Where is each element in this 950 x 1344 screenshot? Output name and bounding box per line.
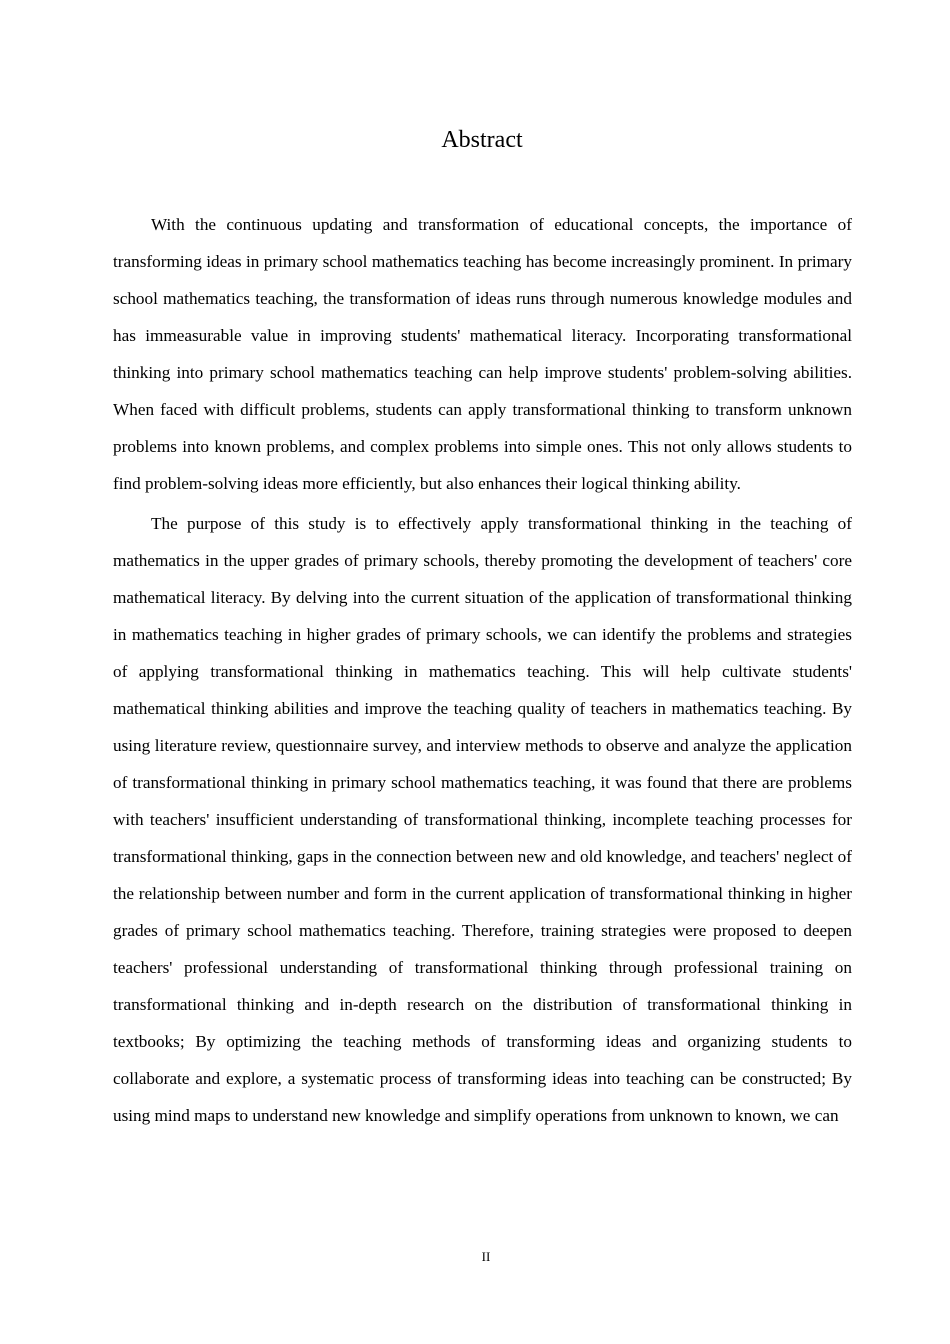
abstract-paragraph-1: With the continuous updating and transformation of educational concepts, the importance of transforming ideas in primary school mathematics teaching has become increasingly prominent. In primary school mathematics teaching, the transformation of ideas runs through numerous knowledge modules and has immeasurable value in improving students' mathematical literacy. Incorporating transformational thinking into primary school mathematics teaching can help improve students' problem-solving abilities. When faced with difficult problems, students can apply transformational thinking to transform unknown problems into known problems, and complex problems into simple ones. This not only allows students to find problem-solving ideas more efficiently, but also enhances their logical thinking ability.	[113, 215, 852, 493]
page-number: II	[481, 1249, 491, 1264]
abstract-paragraph-2: The purpose of this study is to effectively apply transformational thinking in the teaching of mathematics in the upper grades of primary schools, thereby promoting the development of teachers' core mathematical literacy. By delving into the current situation of the application of transformational thinking in mathematics teaching in higher grades of primary schools, we can identify the problems and strategies of applying transformational thinking in mathematics teaching. This will help cultivate students' mathematical thinking abilities and improve the teaching quality of teachers in mathematics teaching. By using literature review, questionnaire survey, and interview methods to observe and analyze the application of transformational thinking in primary school mathematics teaching, it was found that there are problems with teachers' insufficient understanding of transformational thinking, incomplete teaching processes for transformational thinking, gaps in the connection between new and old knowledge, and teachers' neglect of the relationship between number and form in the current application of transformational thinking in higher grades of primary school mathematics teaching. Therefore, training strategies were proposed to deepen teachers' professional understanding of transformational thinking through professional training on transformational thinking and in-depth research on the distribution of transformational thinking in textbooks; By optimizing the teaching methods of transforming ideas and organizing students to collaborate and explore, a systematic process of transforming ideas into teaching can be constructed; By using mind maps to understand new knowledge and simplify operations from unknown to known, we can	[113, 514, 852, 1125]
abstract-body	[113, 206, 852, 1134]
abstract-title: Abstract	[441, 127, 523, 153]
